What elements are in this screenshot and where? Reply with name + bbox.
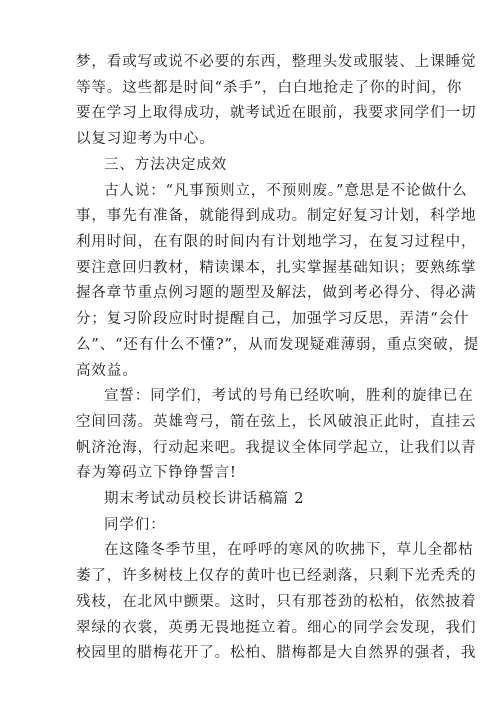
text-line: 高效益。 <box>76 362 138 379</box>
text-line: 校园里的腊梅花开了。松柏、腊梅都是大自然界的强者，我 <box>76 645 477 662</box>
text-line: 梦，看或写或说不必要的东西，整理头发或服装、上课睡觉 <box>76 54 477 70</box>
text-line: 萎了，许多树枝上仅存的黄叶也已经剥落，只剩下光秃秃的 <box>76 568 477 585</box>
text-line: 么”、“还有什么不懂?”，从而发现疑难薄弱，重点突破，提 <box>76 336 480 353</box>
text-line: 在这隆冬季节里，在呼呼的寒风的吹拂下，草儿全都枯 <box>104 542 474 559</box>
salutation: 同学们： <box>104 516 166 533</box>
text-line: 以复习迎考为中心。 <box>76 131 215 148</box>
article-title: 期末考试动员校长讲话稿篇 2 <box>104 491 305 508</box>
text-line: 翠绿的衣裳，英勇无畏地挺立着。细心的同学会发现，我们 <box>76 619 477 636</box>
text-line: 分；复习阶段应时时提醒自己，加强学习反思，弄清“会什 <box>76 311 470 328</box>
text-line: 要注意回归教材，精读课本，扎实掌握基础知识；要熟练掌 <box>76 259 477 276</box>
text-line: 要在学习上取得成功，就考试近在眼前，我要求同学们一切 <box>76 105 477 122</box>
text-line: 帆济沧海，行动起来吧。我提议全体同学起立，让我们以青 <box>76 439 477 456</box>
text-line: 宣誓：同学们，考试的号角已经吹响，胜利的旋律已在 <box>104 388 474 405</box>
text-line: 事，事先有准备，就能得到成功。制定好复习计划，科学地 <box>76 208 477 225</box>
section-heading: 三、方法决定成效 <box>104 156 228 173</box>
text-line: 握各章节重点例习题的题型及解法，做到考必得分、得必满 <box>76 285 477 302</box>
text-line: 古人说：“凡事预则立，不预则废。”意思是不论做什么 <box>104 182 468 199</box>
text-line: 春为筹码立下铮铮誓言! <box>76 465 237 482</box>
text-line: 残枝，在北风中颤栗。这时，只有那苍劲的松柏，依然披着 <box>76 593 477 610</box>
text-line: 等等。这些都是时间“杀手”，白白地抢走了你的时间，你 <box>76 79 463 96</box>
text-line: 利用时间，在有限的时间内有计划地学习，在复习过程中， <box>76 233 477 250</box>
text-line: 空间回荡。英雄弯弓，箭在弦上，长风破浪正此时，直挂云 <box>76 413 477 430</box>
